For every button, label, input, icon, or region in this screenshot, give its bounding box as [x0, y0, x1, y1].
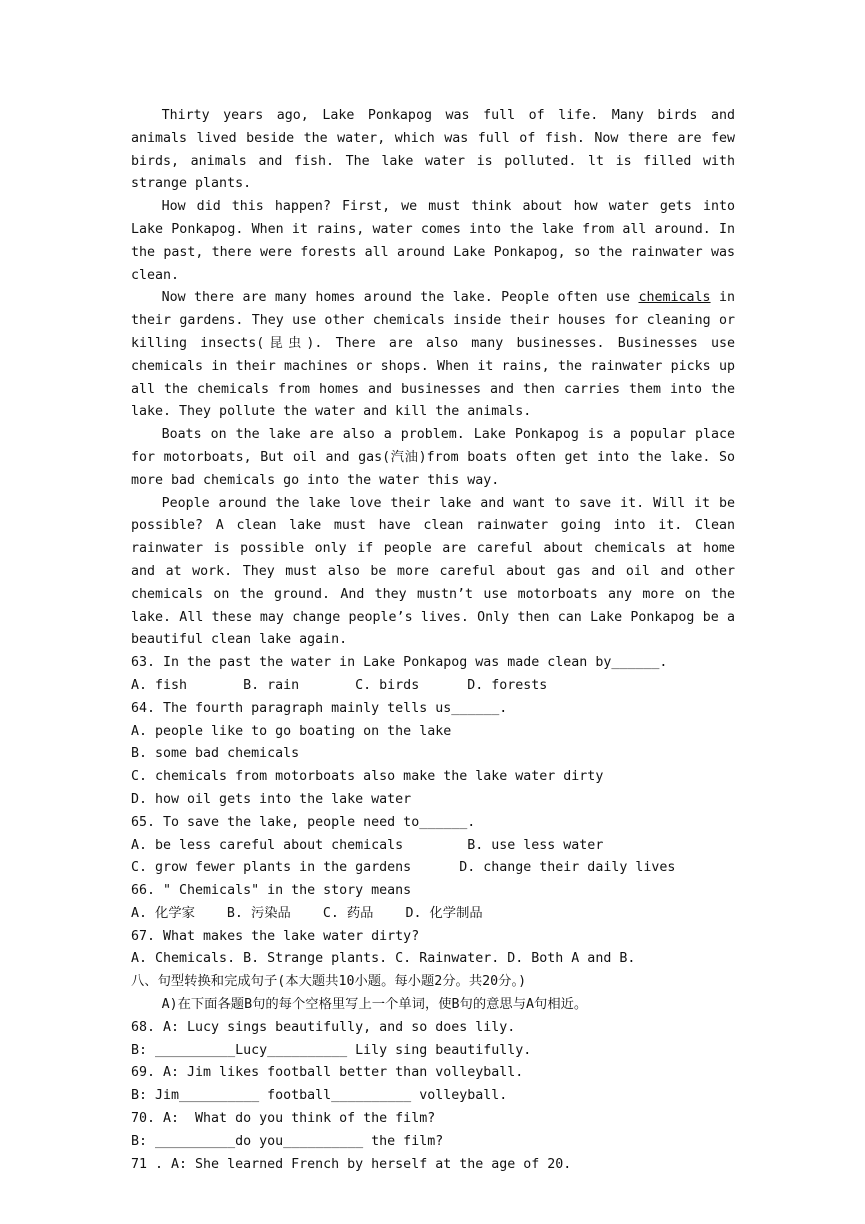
q69-sentence-b: B: Jim__________ football__________ volleyball.	[131, 1088, 508, 1104]
question-stem: 65. To save the lake, people need to______.	[131, 814, 476, 830]
q68-sentence-b: B: __________Lucy__________ Lily sing beautifully.	[131, 1042, 532, 1058]
answer-options: A. fish B. rain C. birds D. forests	[131, 677, 548, 693]
passage-paragraph-5: People around the lake love their lake and want to save it. Will it be possible? A clean lake must have clean rainwater going into it. Clean rainwater is possible only if people are careful about chemicals at home and at work. They must also be more careful about gas and oil and other chemicals on the ground. And they mustn’t use motorboats any more on the lake. All these may change people’s lives. Only then can Lake Ponkapog be a beautiful clean lake again.	[131, 495, 735, 648]
option-d: D. how oil gets into the lake water	[131, 791, 412, 807]
q70-sentence-a: 70. A: What do you think of the film?	[131, 1111, 436, 1127]
question-stem: 67. What makes the lake water dirty?	[131, 928, 420, 944]
question-stem: 64. The fourth paragraph mainly tells us______.	[131, 700, 508, 716]
passage-paragraph-3	[131, 287, 735, 424]
question-stem: 66. " Chemicals" in the story means	[131, 883, 412, 899]
underlined-keyword: chemicals	[638, 290, 711, 306]
options-c-d: C. grow fewer plants in the gardens D. change their daily lives	[131, 860, 676, 876]
question-66	[131, 880, 735, 926]
q71-sentence-a: 71 . A: She learned French by herself at the age of 20.	[131, 1156, 572, 1172]
option-b: B. some bad chemicals	[131, 746, 300, 762]
passage-paragraph-4: Boats on the lake are also a problem. Lake Ponkapog is a popular place for motorboats, But oil and gas(汽油)from boats often get into the lake. So more bad chemicals go into the water this way.	[131, 427, 735, 488]
question-65	[131, 812, 735, 880]
p3-text-after: in their gardens. They use other chemicals inside their houses for cleaning or killing insects(昆虫). There are also many businesses. Businesses use chemicals in their machines or shops. When it rains, the rainwater picks up all the chemicals from homes and businesses and then carries them into the lake. They pollute the water and kill the animals.	[131, 290, 735, 420]
question-63	[131, 652, 735, 698]
section-instruction: A)在下面各题B句的每个空格里写上一个单词，使B句的意思与A句相近。	[161, 997, 588, 1013]
p3-text-before: Now there are many homes around the lake. People often use	[161, 290, 639, 306]
q68-sentence-a: 68. A: Lucy sings beautifully, and so does lily.	[131, 1019, 516, 1035]
section-heading: 八、句型转换和完成句子(本大题共10小题。每小题2分。共20分。)	[131, 974, 527, 990]
option-c: C. chemicals from motorboats also make the lake water dirty	[131, 769, 604, 785]
section-8	[131, 971, 735, 1176]
options-a-b: A. be less careful about chemicals B. use less water	[131, 837, 604, 853]
answer-options: A. 化学家 B. 污染品 C. 药品 D. 化学制品	[131, 905, 483, 921]
question-stem: 63. In the past the water in Lake Ponkapog was made clean by______.	[131, 655, 668, 671]
q69-sentence-a: 69. A: Jim likes football better than volleyball.	[131, 1065, 524, 1081]
question-64	[131, 698, 735, 812]
passage-paragraph-1: Thirty years ago, Lake Ponkapog was full of life. Many birds and animals lived beside the water, which was full of fish. Now there are few birds, animals and fish. The lake water is polluted. lt is filled with strange plants.	[131, 108, 735, 192]
option-a: A. people like to go boating on the lake	[131, 723, 452, 739]
q70-sentence-b: B: __________do you__________ the film?	[131, 1133, 444, 1149]
document-page	[131, 105, 735, 1176]
question-67	[131, 926, 735, 972]
passage-paragraph-2: How did this happen? First, we must think about how water gets into Lake Ponkapog. When it rains, water comes into the lake from all around. In the past, there were forests all around Lake Ponkapog, so the rainwater was clean.	[131, 199, 735, 283]
answer-options: A. Chemicals. B. Strange plants. C. Rainwater. D. Both A and B.	[131, 951, 636, 967]
reading-passage	[131, 105, 735, 652]
